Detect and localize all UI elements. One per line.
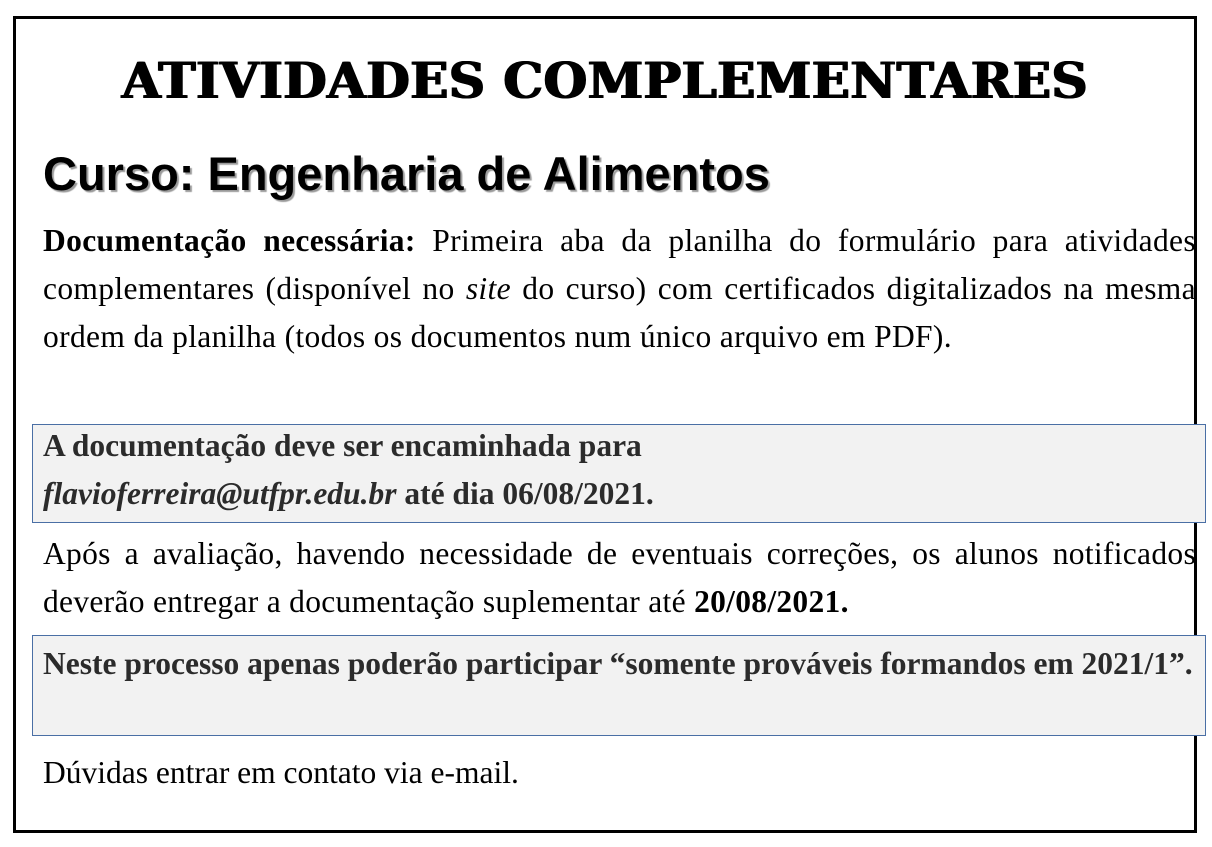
- submission-word: ser: [343, 428, 383, 463]
- eligibility-notice: Neste processo apenas poderão participar “somente prováveis formandos em 2021/1”.: [43, 646, 1193, 681]
- submission-notice: [43, 422, 1195, 518]
- contact-line: Dúvidas entrar em contato via e-mail.: [43, 755, 519, 790]
- notice-frame: [13, 16, 1197, 833]
- email-address: flavioferreira@utfpr.edu.br: [43, 476, 397, 511]
- page-title: ATIVIDADES COMPLEMENTARES: [121, 51, 1089, 110]
- submission-word: documentação: [71, 428, 267, 463]
- eligibility-notice-box: [32, 635, 1206, 736]
- submission-deadline: até dia 06/08/2021.: [396, 476, 654, 511]
- course-heading: Curso: Engenharia de Alimentos: [43, 147, 770, 200]
- evaluation-date: 20/08/2021.: [694, 584, 849, 619]
- submission-word: deve: [274, 428, 336, 463]
- documentation-label: Documentação necessária:: [43, 223, 416, 258]
- submission-word: encaminhada: [390, 428, 571, 463]
- documentation-text-part2: do curso) com certificados digitalizados na mesma ordem da planilha (todos os documentos num único arquivo em PDF).: [43, 271, 1196, 354]
- documentation-paragraph: [43, 217, 1196, 361]
- submission-word: A: [43, 428, 65, 463]
- site-word: site: [465, 271, 511, 306]
- submission-notice-box: [32, 424, 1206, 523]
- submission-second-line: [43, 470, 1195, 518]
- evaluation-text: Após a avaliação, havendo necessidade de eventuais correções, os alunos notificados deverão entregar a documentação suplementar até: [43, 536, 1196, 619]
- submission-word: para: [578, 428, 642, 463]
- documentation-text-part1: Primeira aba da planilha do formulário para atividades complementares (disponível no: [43, 223, 1196, 306]
- submission-first-line: [43, 422, 1195, 470]
- evaluation-paragraph: [43, 530, 1196, 626]
